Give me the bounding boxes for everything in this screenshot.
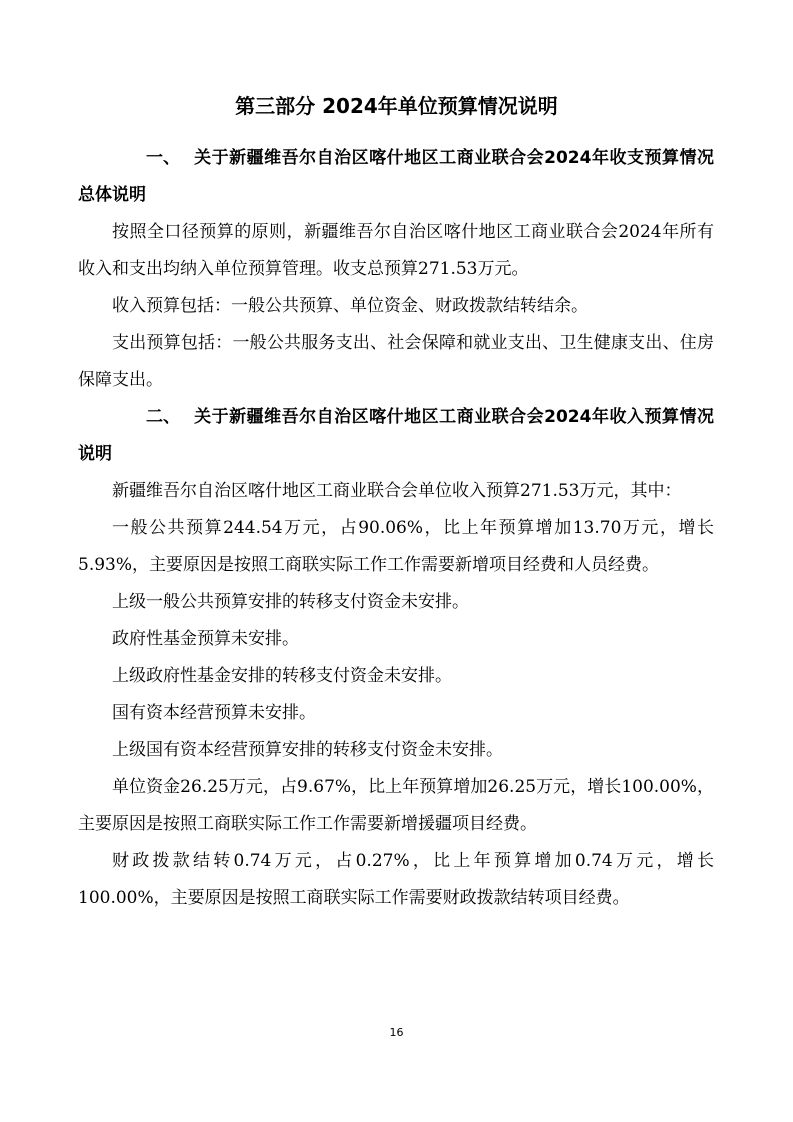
document-body [78, 140, 714, 917]
section-number: 二、 [146, 407, 180, 427]
section-number: 一、 [146, 148, 180, 168]
paragraph: 收入预算包括：一般公共预算、单位资金、财政拨款结转结余。 [112, 296, 588, 316]
page-number: 16 [389, 1026, 404, 1039]
paragraph: 支出预算包括：一般公共服务支出、社会保障和就业支出、卫生健康支出、住房保障支出。 [78, 333, 714, 390]
paragraph: 上级政府性基金安排的转移支付资金未安排。 [112, 666, 452, 686]
section-heading-text: 关于新疆维吾尔自治区喀什地区工商业联合会2024年收入预算情况说明 [78, 407, 714, 464]
section-heading-2 [78, 399, 714, 473]
paragraph: 新疆维吾尔自治区喀什地区工商业联合会单位收入预算271.53万元，其中： [112, 481, 682, 501]
paragraph: 财政拨款结转0.74万元，占0.27%，比上年预算增加0.74万元，增长100.00%，主要原因是按照工商联实际工作需要财政拨款结转项目经费。 [78, 851, 714, 908]
section-heading-text: 关于新疆维吾尔自治区喀什地区工商业联合会2024年收支预算情况总体说明 [78, 148, 714, 205]
page-title: 第三部分 2024年单位预算情况说明 [235, 94, 558, 118]
paragraph: 按照全口径预算的原则，新疆维吾尔自治区喀什地区工商业联合会2024年所有收入和支出均纳入单位预算管理。收支总预算271.53万元。 [78, 222, 714, 279]
paragraph: 政府性基金预算未安排。 [112, 629, 299, 649]
paragraph: 国有资本经营预算未安排。 [112, 703, 316, 723]
paragraph: 上级国有资本经营预算安排的转移支付资金未安排。 [112, 740, 503, 760]
paragraph: 上级一般公共预算安排的转移支付资金未安排。 [112, 592, 469, 612]
section-heading-1 [78, 140, 714, 214]
paragraph: 一般公共预算244.54万元，占90.06%，比上年预算增加13.70万元，增长5.93%，主要原因是按照工商联实际工作工作需要新增项目经费和人员经费。 [78, 518, 714, 575]
paragraph: 单位资金26.25万元，占9.67%，比上年预算增加26.25万元，增长100.00%，主要原因是按照工商联实际工作工作需要新增援疆项目经费。 [78, 777, 714, 834]
